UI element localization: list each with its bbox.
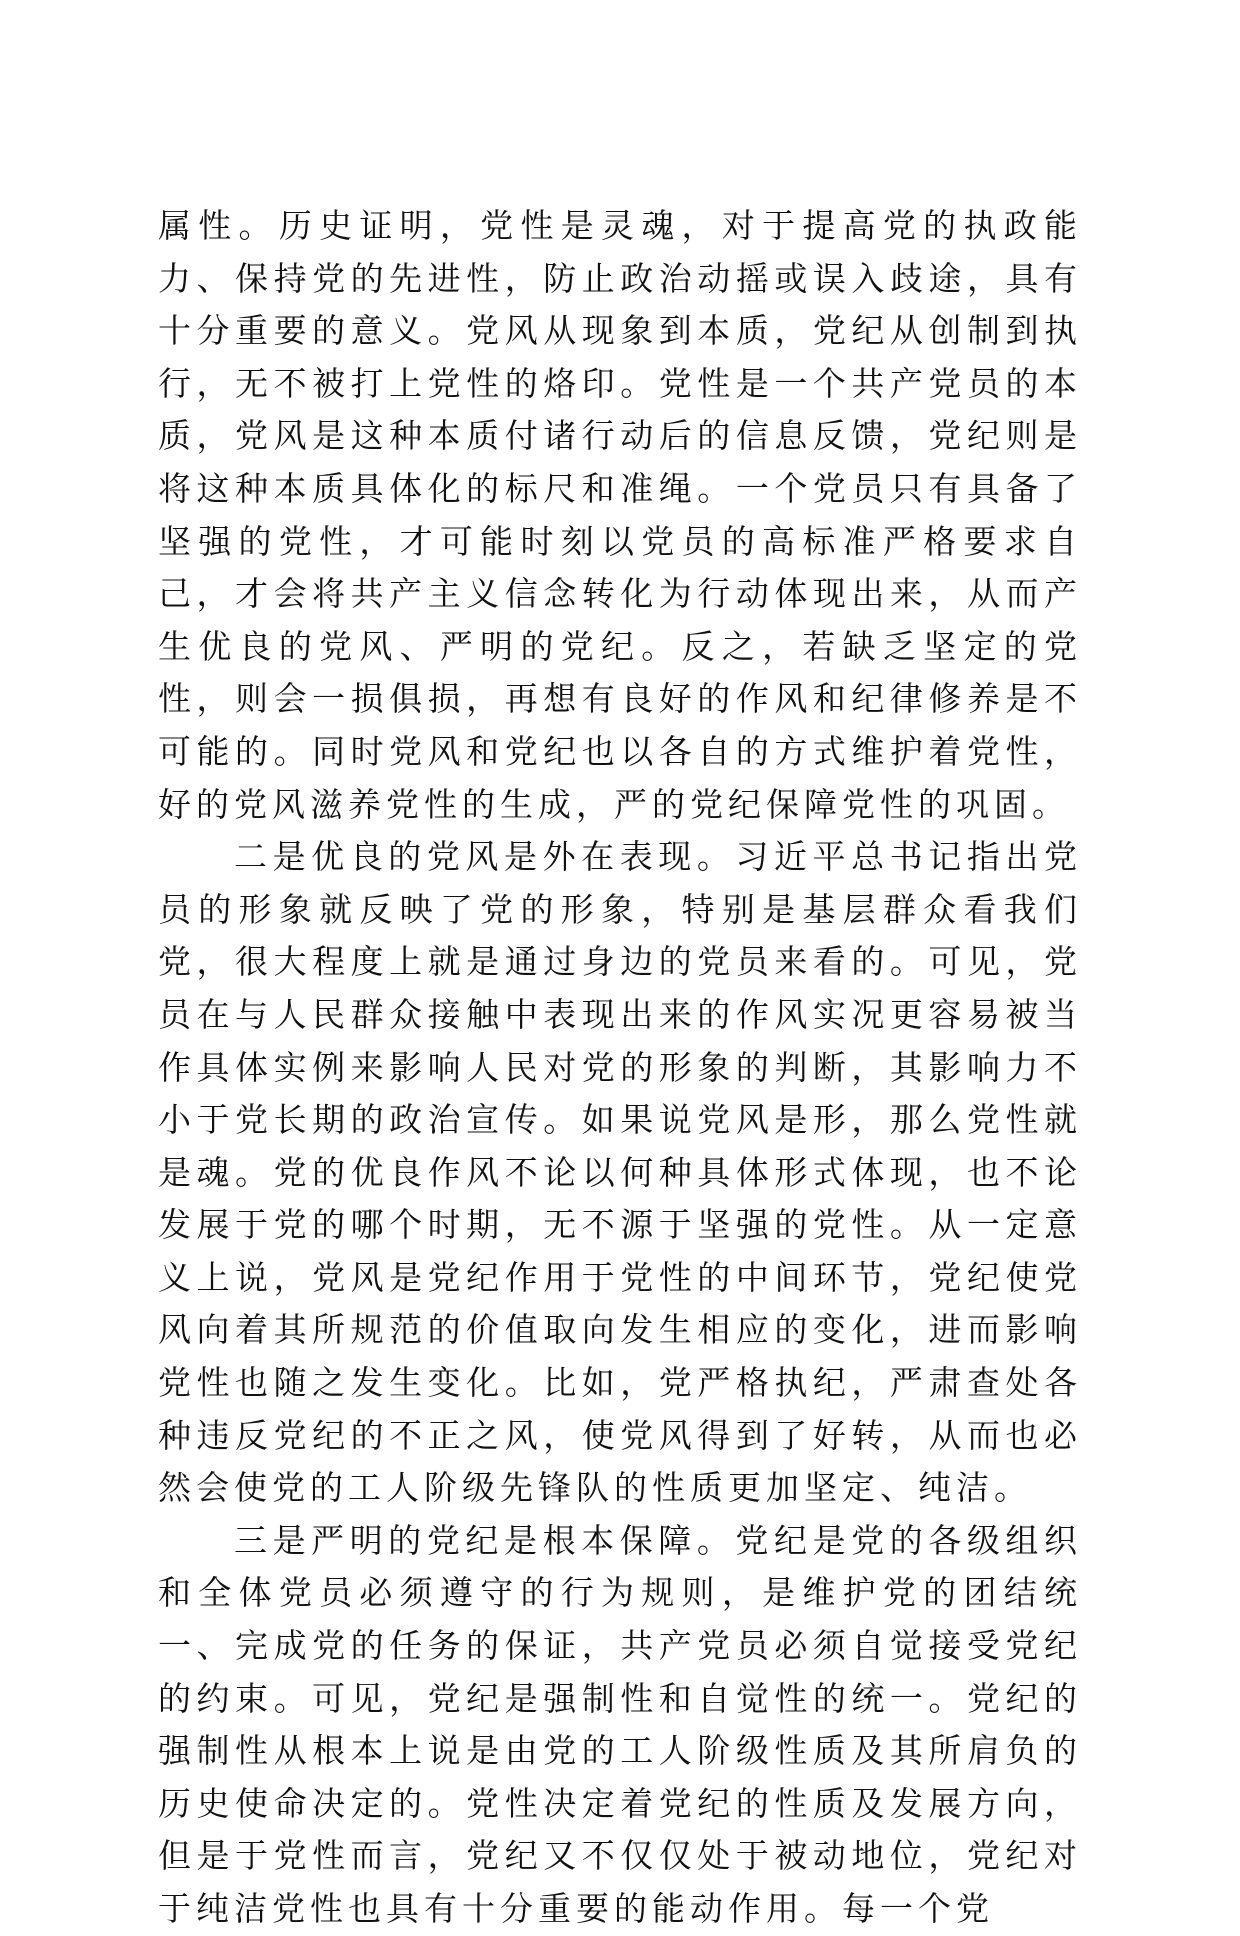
paragraph-party-nature: 属性。历史证明，党性是灵魂，对于提高党的执政能力、保持党的先进性，防止政治动摇或误入歧途，具有十分重要的意义。党风从现象到本质，党纪从创制到执行，无不被打上党性的烙印。党性是一个共产党员的本质，党风是这种本质付诸行动后的信息反馈，党纪则是将这种本质具体化的标尺和准绳。一个党员只有具备了坚强的党性，才可能时刻以党员的高标准严格要求自己，才会将共产主义信念转化为行动体现出来，从而产生优良的党风、严明的党纪。反之，若缺乏坚定的党性，则会一损俱损，再想有良好的作风和纪律修养是不可能的。同时党风和党纪也以各自的方式维护着党性，好的党风滋养党性的生成，严的党纪保障党性的巩固。 (158, 206, 1082, 824)
paragraph-party-discipline: 三是严明的党纪是根本保障。党纪是党的各级组织和全体党员必须遵守的行为规则，是维护党的团结统一、完成党的任务的保证，共产党员必须自觉接受党纪的约束。可见，党纪是强制性和自觉性的统一。党纪的强制性从根本上说是由党的工人阶级性质及其所肩负的历史使命决定的。党性决定着党纪的性质及发展方向，但是于党性而言，党纪又不仅仅处于被动地位，党纪对于纯洁党性也具有十分重要的能动作用。每一个党 (158, 1520, 1082, 1928)
paragraph-party-style: 二是优良的党风是外在表现。习近平总书记指出党员的形象就反映了党的形象，特别是基层群众看我们党，很大程度上就是通过身边的党员来看的。可见，党员在与人民群众接触中表现出来的作风实况更容易被当作具体实例来影响人民对党的形象的判断，其影响力不小于党长期的政治宣传。如果说党风是形，那么党性就是魂。党的优良作风不论以何种具体形式体现，也不论发展于党的哪个时期，无不源于坚强的党性。从一定意义上说，党风是党纪作用于党性的中间环节，党纪使党风向着其所规范的价值取向发生相应的变化，进而影响党性也随之发生变化。比如，党严格执纪，严肃查处各种违反党纪的不正之风，使党风得到了好转，从而也必然会使党的工人阶级先锋队的性质更加坚定、纯洁。 (158, 837, 1082, 1508)
body-text (158, 200, 1082, 1936)
